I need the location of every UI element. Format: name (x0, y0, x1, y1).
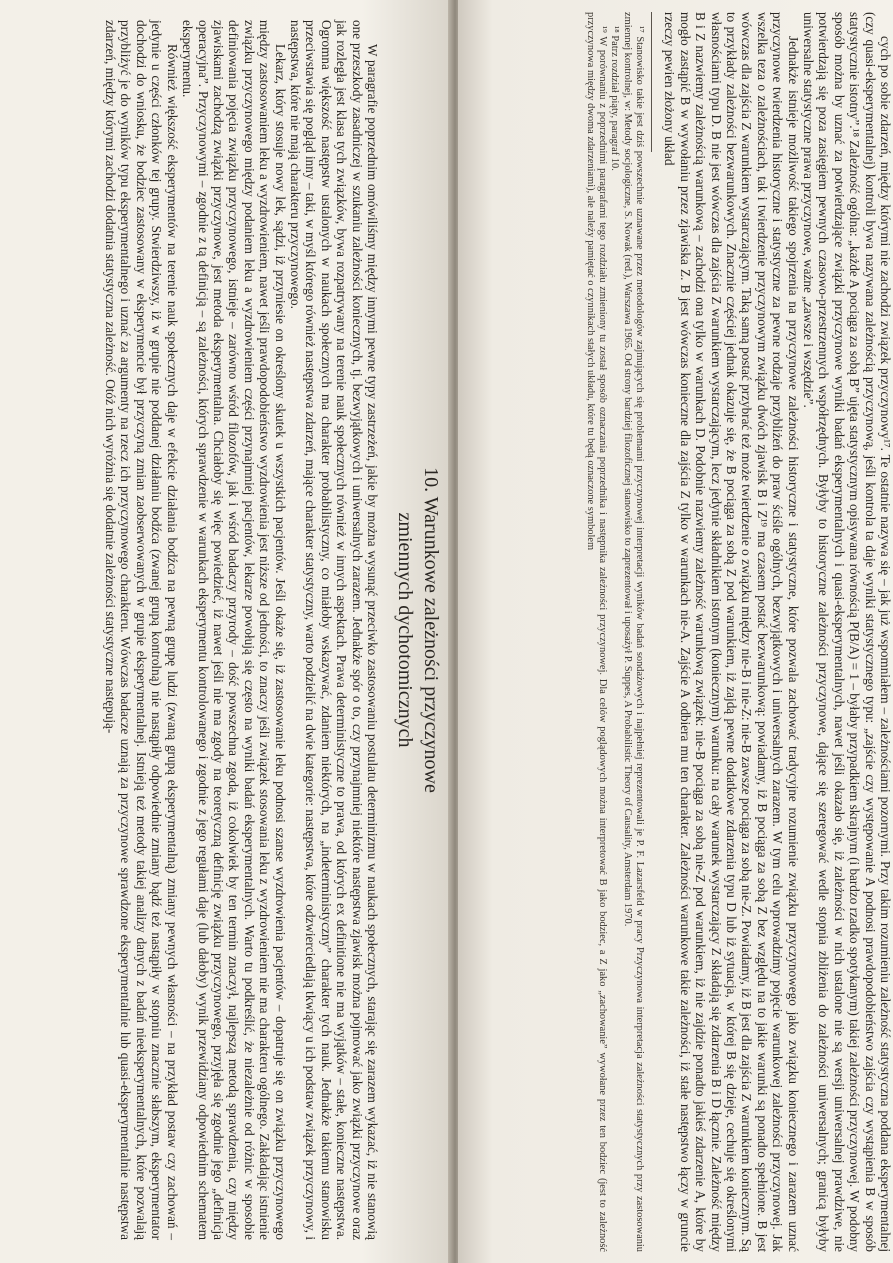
left-body (103, 20, 380, 1240)
paragraph: Jednakże istnieje możliwość takiego spojrzenia na przyczynowe zależności historyczne i statystyczne, które pozwala zachować tradycyjne rozumienie związku przyczynowego jako związku koniecznego i zarazem uznać przyczynowe twierdzenia historyczne i statystyczne za pewne rodzaje przybliżeń do praw ściśle ogólnych, bezwyjątkowych i uniwersalnych zarazem. W tym celu wprowadzimy pojęcie warunkowej zależności przyczynowej. Jak wszelka teza o zależnościach, tak i twierdzenie przyczynowym związku dwóch zjawisk B i Z¹⁹ ma czasem postać bezwarunkową: powiadamy, iż B pociąga za sobą Z bez względu na to jakie warunki są ponadto spełnione. B jest wówczas dla zajścia Z warunkiem wystarczającym. Taką samą postać przybrać też może twierdzenie o związku między nie-B i nie-Z: nie-B zawsze pociąga za sobą nie-Z. Powiadamy, iż B jest dla zajścia Z warunkiem koniecznym. Są to przykłady zależności bezwarunkowych. Znacznie częściej jednak okazuje się, że B pociąga za sobą Z pod warunkiem, iż zajdą pewne dodatkowe zdarzenia typu D lub iż sytuacja, w której B się dzieje, cechuje się określonymi własnościami typu D. B nie jest wówczas dla zajścia Z warunkiem wystarczającym, lecz jedynie składnikiem istotnym (koniecznym) warunku: na cały warunek wystarczający Z składają się zdarzenia B i D łącznie. Zależność między B i Z nazwiemy zależnością warunkową – zachodzi ona tylko w warunkach D. Podobnie nazwiemy zależność warunkową związek: nie-B pociąga za sobą nie-Z pod warunkiem, iż nie zajdzie ponadto jakieś zdarzenie A, które by mogło zastąpić B w wywołaniu przez zjawiska Z. B jest wówczas konieczne dla zajścia Z tylko w warunkach nie-A. Zajście A odbiera mu ten charakter. Zależności warunkowe takie zależności, iż stałe następstwo łączy w gruncie rzeczy pewien złożony układ (662, 12, 801, 1252)
right-page-text (463, 12, 893, 1252)
footnote: ¹⁹ W porównaniu z poprzednimi paragrafami tego rozdziału zmieniony tu został sposób oznaczania poprzednika i następnika zależności przyczynowej. Dla celów poglądowych można interpretować B jako bodziec, a Z jako „zachowanie” wywołane przez ten bodziec (jest to zależność przyczynowa między dwoma zdarzeniami), ale należy pamiętać o czynnikach stałych układu, które tu będą oznaczone symbolem (585, 12, 609, 1252)
footnote: ¹⁸ Patrz rozdział piąty, paragraf 10. (609, 26, 621, 171)
footnotes (584, 12, 652, 1252)
paragraph: W paragrafie poprzednim omówiliśmy między innymi pewne typy zastrzeżeń, jakie by można wysunąć przeciwko zastosowaniu postulatu determinizmu w naukach społecznych, starając się zarazem wykazać, iż nie stanowią one przeszkody zasadniczej w szukaniu zależności koniecznych, tj. bezwyjątkowych i uniwersalnych zarazem. Jednakże spór o to, czy przynajmniej niektóre następstwa zjawisk można pojmować jako związki przyczynowe oraz jak rozległa jest klasa tych związków, bywa rozpatrywany na terenie nauk społecznych również w innych aspektach. Prawa deterministyczne to prawa, od których ex definitione nie ma wyjątków – stałe, konieczne następstwa. Ogromna większość następstw ustalonych w naukach społecznych ma charakter probabilistyczny, co miałoby wskazywać, zdaniem niektórych, na „indeterministyczny” charakter tych nauk. Jednakże takiemu stanowisku przeciwstawia się pogląd inny – taki, w myśl którego również następstwa zdarzeń, mające charakter statystyczny, warto podzielić na dwie kategorie: następstwa, które odzwierciedlają tkwiący u ich podstaw związek przyczynowy, i następstwa, które nie mają charakteru przyczynowego. (287, 20, 380, 1240)
footnote: ¹⁷ Stanowisko takie jest dziś powszechnie uznawane przez metodologów zajmujących się problemami przyczynowej interpretacji wyników badań sondażowych i najpełniej reprezentowali je P. F. Lazarsfeld w pracy Przyczynowa interpretacja zależności statystycznych przy zastosowaniu zmiennej kontrolnej, w: Metody socjologiczne, S. Nowak (red.), Warszawa 1965. Od strony bardziej filozoficznej stanowisko to zaprezentował i uposażył P. Suppes, A Probabilistic Theory of Causality, Amsterdam 1970. (621, 12, 645, 1252)
right-body (662, 12, 893, 1252)
chapter-title-line-1: 10. Warunkowe zależności przyczynowe (420, 467, 442, 793)
left-page-text (12, 20, 452, 1240)
paragraph: Lekarz, który stosuje nowy lek, sądzi, iż przyniesie on określony skutek u wszystkich pacjentów. Jeśli okaże się, iż zastosowanie leku podnosi szanse wyzdrowienia pacjentów – dopatruje się on związku przyczynowego między zastosowaniem leku a wyzdrowieniem, nawet jeśli prawdopodobieństwo wyzdrowienia jest niższe od jedności, to znaczy jeśli związek stosowania leku z wyzdrowieniem nie ma charakteru ogólnego. Zakładając istnienie związku przyczynowego między podaniem leku a wyzdrowieniem części przynajmniej pacjentów, lekarze powołują się często na wyniki badań eksperymentalnych. Warto tu podkreślić, że niezależnie od różnic w sposobie definiowania pojęcia związku przyczynowego, istnieje – zarówno wśród filozofów, jak i wśród badaczy przyrody – dość powszechna zgoda, iż cokolwiek by ten termin znaczył, najlepszą metodą sprawdzenia, czy między zjawiskami zachodzą związki przyczynowe, jest metoda eksperymentalna. Chciałoby się więc powiedzieć, iż nawet jeśli nie ma zgody na teoretyczną definicję związku przyczynowego, przyjęła się zgodnie jego „definicja operacyjna”. Przyczynowymi – zgodnie z tą definicją – są zależności, których sprawdzenie w warunkach eksperymentu kontrolowanego i zgodnie z jego regułami daje (lub dałoby) wynik przewidziany odpowiednim schematem eksperymentu. (180, 20, 288, 1240)
chapter-title-line-2: zmiennych dychotomicznych (394, 512, 416, 748)
footnote-rule (651, 12, 652, 152)
chapter-title (392, 20, 444, 1240)
paragraph: Również większość eksperymentów na terenie nauk społecznych daje w efekcie działania bodźca na pewną grupę ludzi (zwaną grupą eksperymentalną) zmiany pewnych własności – na przykład postaw czy zachowań – jedynie u części członków tej grupy. Stwierdziwszy, iż w grupie nie poddanej działaniu bodźca (zwanej grupą kontrolną) nie nastąpiły odpowiednie zmiany bądź też nastąpiły w stopniu znacznie słabszym, eksperymentator dochodzi do wniosku, że bodziec zastosowany w eksperymencie był przyczyną zmian zaobserwowanych w grupie eksperymentalnej. Istnieją też metody takiej analizy danych z badań nieeksperymentalnych, które pozwalają przybliżyć je do wyników typu eksperymentalnego i uznać za argumenty na rzecz ich przyczynowego charakteru. Wówczas badacze uznają za przyczynowe sprawdzone eksperymentalnie lub quasi-eksperymentalnie następstwa zdarzeń, między którymi zachodzi dodatnia statystyczna zależność. Otóż nich wyróżnia się dodatnie zależności statystyczne następują- (103, 20, 180, 1240)
paragraph: cych po sobie zdarzeń, między którymi nie zachodzi związek przyczynowy¹⁷. Te ostatnie nazywa się – jak już wspomniałem – zależnościami pozornymi. Przy takim rozumieniu zależność statystyczna poddana eksperymentalnej (czy quasi-eksperymentalnej) kontroli bywa nazywana zależnością przyczynową, jeśli kontrola ta daje wyniki statystycznego typu: „zajście czy występowanie A podnosi prawdopodobieństwo zajścia czy wystąpienia B w sposób statystycznie istotny”.¹⁸ Zależność ogólna: „każde A pociąga za sobą B” ujęta statystycznym opisywana równością P(B/A) = 1 – byłaby przypadkiem skrajnym (i bardzo rzadko spotykanym) takiej zależności przyczynowej. W podobny sposób można by uznać za potwierdzające związki przyczynowe wyniki badań eksperymentalnych i quasi-eksperymentalnych, nawet jeśli okazało się, iż zależności w nich ustalone nie są wersji uniwersalnej prawdziwe, nie potwierdzają się poza zasięgiem pewnych czasowo-przestrzennych współrzędnych. Byłyby to historyczne zależności przyczynowe, dające się szeregować wedle stopnia zbliżenia do zależności uniwersalnych; granicą byłyby uniwersalne statystyczne prawa przyczynowe, ważne „zawsze i wszędzie”. (800, 12, 893, 1252)
